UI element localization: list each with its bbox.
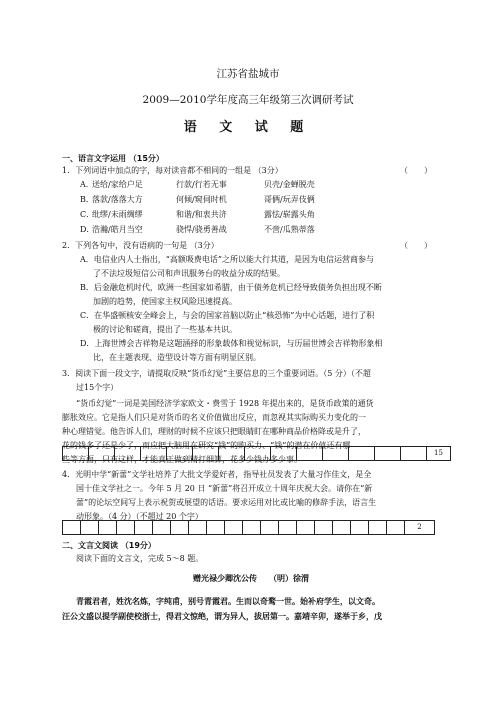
q4-line2: 国十佳文学社之一。今年 5 月 20 日 “新蕾”将召开成立十周年庆祝大会。请你在“新: [76, 484, 373, 493]
q1-option-b: B． 落款/落落大方 何倾/窥伺时机 哥俩/玩弄伎俩: [80, 195, 315, 204]
q1-option-a: A． 送给/家给户足 行款/行若无事 贝壳/金蝉脱壳: [80, 180, 315, 189]
q2-option-b-line2: 加剧的趋势，使国家主权风险迅速提高。: [93, 297, 237, 306]
q4-answer-grid[interactable]: [62, 520, 435, 535]
q1-stem: 1．下列词语中加点的字，每对读音都不相同的一组是 （3分）: [62, 166, 283, 175]
q3-stem-line1: 3．阅读下面一段文字，请提取反映“货币幻觉”主要信息的三个重要词语。（5 分）（不超: [62, 369, 371, 378]
q3-passage-line4: 花的钱多了还是少了，而应把大脑用在研究“钱”的购买力、“钱”的潜在价值还有哪: [62, 441, 351, 450]
q3-passage-line3: 种心理错觉。他告诉人们，理财的时候不应该只把眼睛盯在哪种商品价格降或是升了，: [62, 427, 366, 436]
passage-line2: 汪公文盛以提学副使校浙士，得君文惊绝，谓为异人，拔居第一。嘉靖辛卯，遂举于乡，戊: [62, 612, 382, 621]
q3-passage-line5: 些等方面，只有这样，才能真正做到精打细算，花多少钱办多少事。: [62, 455, 302, 464]
q4-line3: 蕾”的论坛空间写上表示祝贺或展望的话语。要求运用对比或比喻的修辞手法，语言生: [76, 498, 377, 507]
passage-title: 赠光禄少卿沈公传 （明）徐渭: [193, 574, 309, 583]
q3-answer-grid[interactable]: [62, 446, 451, 461]
passage-line1: 青霞君者，姓沈名炼，字纯甫，别号青霞君。生而以奇鹜一世。始补府学生，以文奇。: [76, 597, 380, 606]
q3-passage-line2: 膨胀效应。它是指人们只是对货币的名义价值做出反应，而忽视其实际购买力变化的一: [62, 413, 366, 422]
section-2-title: 二、文言文阅读 （19分）: [62, 541, 156, 550]
q2-option-d-line2: 比，在主题表现、造型设计等方面有明显区别。: [93, 353, 261, 362]
q2-answer-paren: （ ）: [400, 241, 432, 250]
q1-option-c: C． 纰缪/未雨绸缪 和谐/和衷共济 露怯/崭露头角: [80, 210, 315, 219]
q4-line4: 动形象。（4 分）（不超过 20 个字）: [76, 512, 203, 521]
q2-stem: 2．下列各句中，没有语病的一句是 （3分）: [62, 241, 219, 250]
q2-option-c-line1: C．在华盛顿核安全峰会上，与会的国家首脑以防止“核恐怖”为中心话题，进行了积: [80, 311, 375, 320]
section-1-title: 一、语言文字运用 （15分）: [62, 154, 164, 163]
city-title: 江苏省盐城市: [216, 68, 280, 80]
subject-title: 语 文 试 题: [183, 120, 313, 135]
q2-option-d-line1: D．上海世博会吉祥物是这题涵择的形象载体和视觉标识，与历届世博会吉祥物形象相: [80, 339, 383, 348]
q2-option-c-line2: 极的讨论和磋商，提出了一些基本共识。: [93, 325, 237, 334]
q3-passage-line1: “货币幻觉”一词是美国经济学家欧文・费雪于 1928 年提出来的，是货币政策的通货: [76, 399, 374, 408]
q3-grid-count: 15: [427, 447, 451, 460]
q1-answer-paren: （ ）: [400, 166, 432, 175]
q2-option-a-line2: 了不法垃圾短信公司和声讯服务台的收益分成的结果。: [93, 269, 285, 278]
q1-option-d: D． 浩瀚/皓月当空 骁悍/骁勇善战 不啻/瓜熟蒂落: [80, 225, 315, 234]
q4-grid-count: 2: [405, 521, 435, 534]
q2-option-b-line1: B．后金融危机时代，欧洲一些国家如希腊，由于债务危机已经导致债务负担出现不断: [80, 283, 382, 292]
q2-option-a-line1: A．电信业内人士指出，“高额吸费电话”之所以能大行其道，是因为电信运营商参与: [80, 255, 374, 264]
q4-line1: 4．光明中学“新蕾”文学社培养了大批文学爱好者，指导社员发表了大量习作佳文，是全: [62, 470, 372, 479]
q3-stem-line2: 过15个字）: [76, 383, 119, 392]
exam-title: 2009—2010学年度高三年级第三次调研考试: [142, 94, 354, 106]
section-2-intro: 阅读下面的文言文，完成 5～8 题。: [76, 554, 204, 563]
